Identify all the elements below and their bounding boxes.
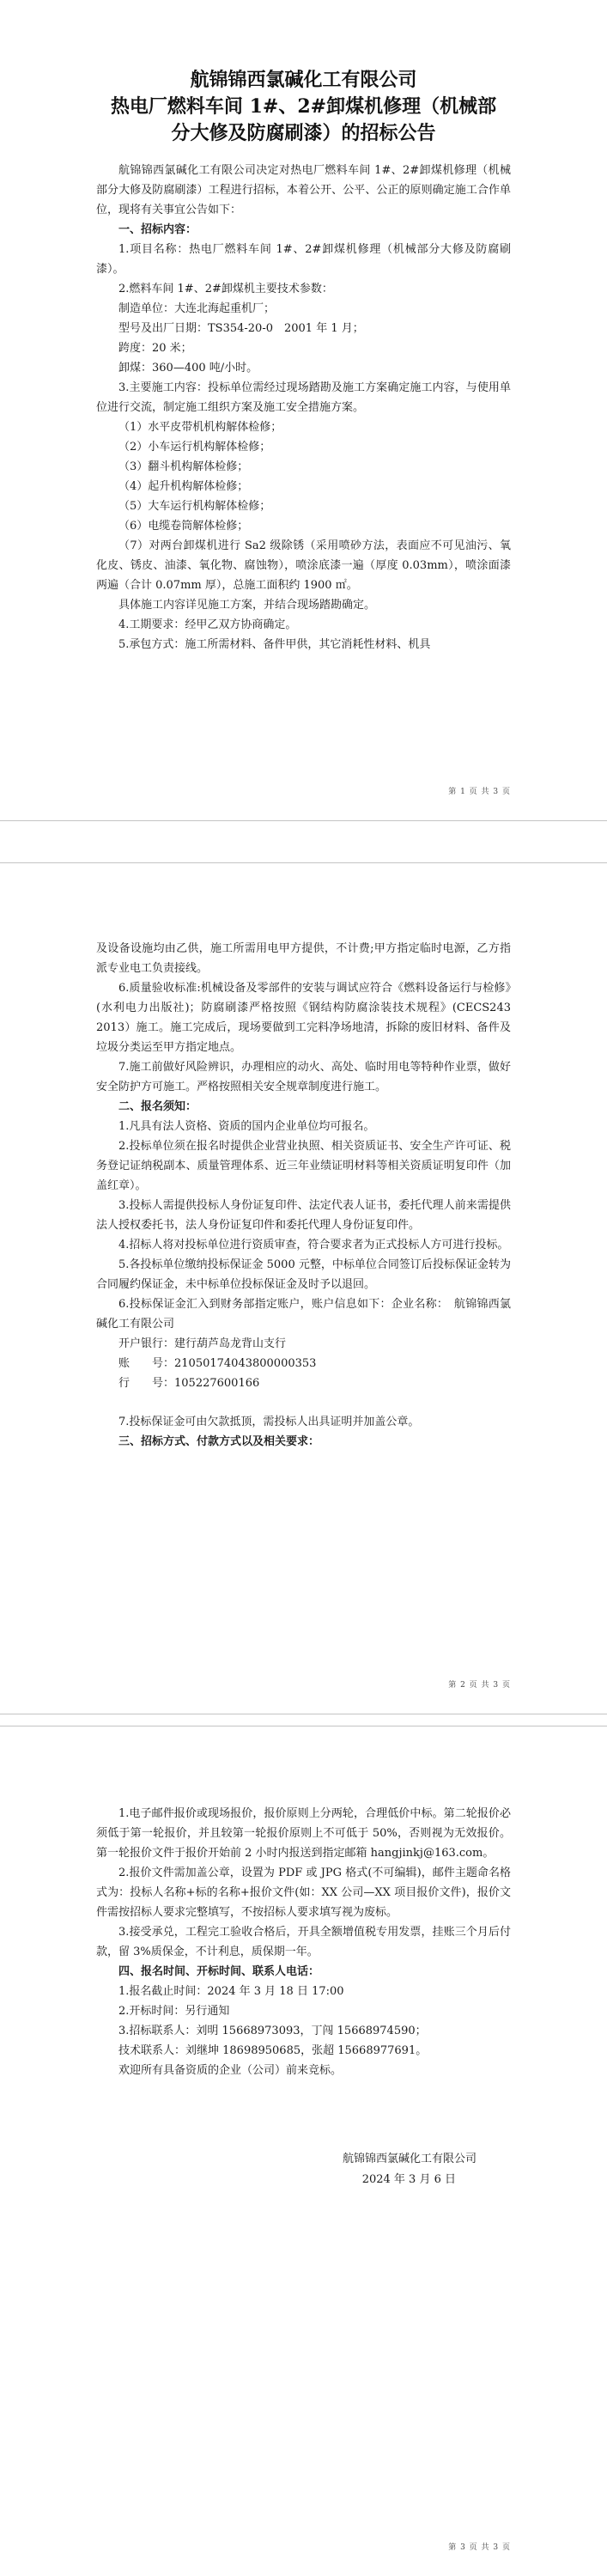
technical-contacts: 技术联系人：刘继坤 18698950685，张超 15668977691。 [118, 2044, 428, 2057]
registration-rule: 4.招标人将对投标单位进行资质审查，符合要求者为正式投标人方可进行投标。 [118, 1239, 509, 1251]
tech-params-heading: 2.燃料车间 1#、2#卸煤机主要技术参数： [118, 283, 333, 295]
span-value: 跨度：20 米； [118, 342, 192, 355]
work-item: （3）翻斗机构解体检修； [118, 460, 249, 473]
deposit-account-info: 6.投标保证金汇入到财务部指定账户，账户信息如下：企业名称： 航锦锦西氯碱化工有限公司 [96, 1298, 511, 1331]
opening-time: 2.开标时间：另行通知 [118, 2005, 230, 2018]
page-footer: 第 2 页 共 3 页 [448, 1681, 511, 1690]
model-and-date: 型号及出厂日期：TS354-20-0 2001 年 1 月； [118, 322, 364, 335]
work-item: （1）水平皮带机机构解体检修； [118, 421, 282, 434]
page-footer: 第 1 页 共 3 页 [448, 788, 511, 796]
work-item: （5）大车运行机构解体检修； [118, 500, 271, 513]
work-item: （6）电缆卷筒解体检修； [118, 520, 249, 533]
title-line-2: 热电厂燃料车间 1#、2#卸煤机修理（机械部 [110, 95, 497, 118]
quotation-format: 2.报价文件需加盖公章，设置为 PDF 或 JPG 格式(不可编辑)，邮件主题命名格式为：投标人名称+标的名称+报价文件(如：XX 公司—XX 项目报价文件)，报价文件需按招标人要求完整填写，不按招标人要求填写视为废标。 [96, 1867, 511, 1919]
title-line-1: 航锦锦西氯碱化工有限公司 [190, 69, 417, 91]
quotation-method: 1.电子邮件报价或现场报价，报价原则上分两轮，合理低价中标。第二轮报价必须低于第一轮报价，并且较第一轮报价原则上不可低于 50%，否则视为无效报价。第一轮报价文件于报价开始前 2 小时内报送到指定邮箱 hangjinkj@163.com。 [96, 1807, 511, 1860]
welcome-note: 欢迎所有具备资质的企业（公司）前来竞标。 [118, 2064, 343, 2077]
safety-requirement: 7.施工前做好风险辨识，办理相应的动火、高处、临时用电等特种作业票，做好安全防护方可施工。严格按照相关安全规章制度进行施工。 [96, 1061, 511, 1093]
section-heading-bidding-content: 一、招标内容： [118, 223, 197, 236]
bidding-contacts: 3.招标联系人：刘明 15668973093，丁闯 15668974590； [118, 2025, 427, 2037]
bank-name: 开户银行：建行葫芦岛龙背山支行 [118, 1337, 287, 1350]
work-item: （4）起升机构解体检修； [118, 480, 249, 493]
contract-method: 5.承包方式：施工所需材料、备件甲供，其它消耗性材料、机具 [118, 638, 431, 651]
registration-rule: 1.凡具有法人资格、资质的国内企业单位均可报名。 [118, 1120, 375, 1133]
bank-code: 行 号：105227600166 [118, 1377, 260, 1390]
signature-block [96, 2149, 511, 2190]
document-page-3 [0, 1726, 607, 2576]
registration-rule: 2.投标单位须在报名时提供企业营业执照、相关资质证书、安全生产许可证、税务登记证纳税副本、质量管理体系、近三年业绩证明材料等相关资质证明复印件（加盖红章）。 [96, 1140, 511, 1192]
schedule-requirement: 4.工期要求：经甲乙双方协商确定。 [118, 618, 297, 631]
manufacturer: 制造单位：大连北海起重机厂； [118, 302, 276, 315]
detail-note: 具体施工内容详见施工方案，并结合现场踏勘确定。 [118, 599, 376, 612]
title-line-3: 分大修及防腐刷漆）的招标公告 [171, 122, 436, 144]
signing-company: 航锦锦西氯碱化工有限公司 [342, 2153, 476, 2165]
document-title [96, 67, 511, 147]
page-separator [0, 1714, 607, 1726]
page-separator [0, 820, 607, 863]
spacer [96, 1393, 511, 1412]
quality-standard: 6.质量验收标准:机械设备及零部件的安装与调试应符合《燃料设备运行与检修》(水利电力出版社)；防腐刷漆严格按照《钢结构防腐涂装技术规程》(CECS243 2013）施工。施工完成后，现场要做到工完料净场地清，拆除的废旧材料、备件及垃圾分类运至甲方指定地点。 [96, 982, 511, 1054]
registration-deadline: 1.报名截止时间：2024 年 3 月 18 日 17:00 [118, 1985, 344, 1998]
section-heading-schedule-contacts: 四、报名时间、开标时间、联系人电话： [118, 1965, 320, 1978]
payment-terms: 3.接受承兑，工程完工验收合格后，开具全额增值税专用发票，挂账三个月后付款，留 3%质保金，不计利息，质保期一年。 [96, 1926, 511, 1958]
intro-paragraph: 航锦锦西氯碱化工有限公司决定对热电厂燃料车间 1#、2#卸煤机修理（机械部分大修及防腐刷漆）工程进行招标，本着公开、公平、公正的原则确定施工合作单位，现将有关事宜公告如下： [96, 164, 511, 216]
unloading-capacity: 卸煤：360—400 吨/小时。 [118, 362, 258, 375]
work-item: （7）对两台卸煤机进行 Sa2 级除锈（采用喷砂方法，表面应不可见油污、氧化皮、锈皮、油漆、氧化物、腐蚀物），喷涂底漆一遍（厚度 0.03mm），喷涂面漆两遍（合计 0.07mm 厚），总施工面积约 1900 ㎡。 [96, 539, 511, 592]
document-page-1 [0, 0, 607, 820]
section-heading-bidding-method: 三、招标方式、付款方式以及相关要求： [118, 1435, 320, 1448]
work-item: （2）小车运行机构解体检修； [118, 441, 271, 454]
section-heading-registration: 二、报名须知： [118, 1100, 197, 1113]
registration-rule: 3.投标人需提供投标人身份证复印件、法定代表人证书，委托代理人前来需提供法人授权委托书，法人身份证复印件和委托代理人身份证复印件。 [96, 1199, 511, 1232]
document-page-2 [0, 863, 607, 1714]
deposit-offset-rule: 7.投标保证金可由欠款抵顶，需投标人出具证明并加盖公章。 [118, 1416, 420, 1428]
main-work-content: 3.主要施工内容：投标单位需经过现场踏勘及施工方案确定施工内容，与使用单位进行交流，制定施工组织方案及施工安全措施方案。 [96, 381, 511, 414]
account-number: 账 号：21050174043800000353 [118, 1357, 317, 1370]
signing-date: 2024 年 3 月 6 日 [361, 2173, 456, 2186]
contract-method-continued: 及设备设施均由乙供，施工所需用电甲方提供，不计费;甲方指定临时电源，乙方指派专业电工负责接线。 [96, 942, 511, 975]
project-name: 1.项目名称：热电厂燃料车间 1#、2#卸煤机修理（机械部分大修及防腐刷漆）。 [96, 243, 511, 276]
deposit-rule: 5.各投标单位缴纳投标保证金 5000 元整，中标单位合同签订后投标保证金转为合同履约保证金，未中标单位投标保证金及时予以退回。 [96, 1258, 511, 1291]
page-footer: 第 3 页 共 3 页 [448, 2543, 511, 2552]
